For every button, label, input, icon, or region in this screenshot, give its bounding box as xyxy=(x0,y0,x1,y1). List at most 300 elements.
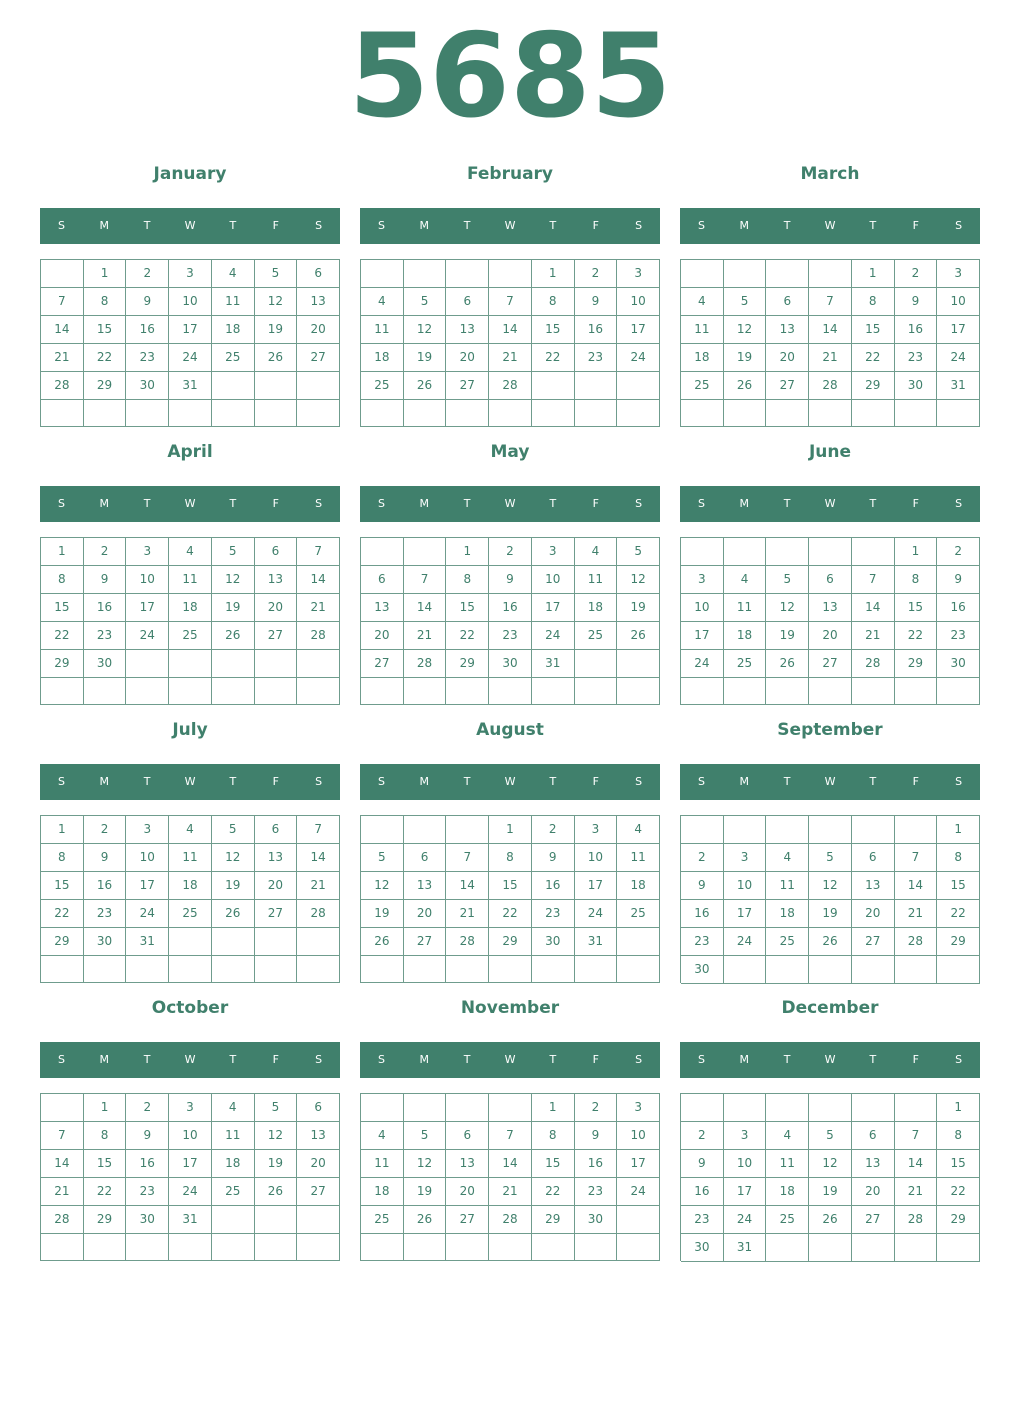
day-cell: 2 xyxy=(84,538,127,566)
day-cell: 24 xyxy=(126,900,169,928)
day-cell xyxy=(212,650,255,678)
month-title: May xyxy=(490,442,530,462)
day-cell: 13 xyxy=(404,872,447,900)
weekday-label: T xyxy=(869,219,877,232)
day-cell: 31 xyxy=(169,372,212,400)
weekday-label: T xyxy=(549,497,557,510)
day-cell xyxy=(766,816,809,844)
day-cell: 16 xyxy=(895,316,938,344)
weekday-label: T xyxy=(549,219,557,232)
day-cell: 22 xyxy=(41,622,84,650)
day-cell xyxy=(724,538,767,566)
day-cell xyxy=(766,1234,809,1262)
day-cell xyxy=(852,678,895,705)
weekday-label: M xyxy=(739,775,750,788)
weekday-header xyxy=(360,486,660,522)
day-cell: 8 xyxy=(852,288,895,316)
weekday-label: S xyxy=(697,497,705,510)
day-cell: 4 xyxy=(766,844,809,872)
day-cell: 10 xyxy=(617,288,660,316)
weekday-label: M xyxy=(99,1053,110,1066)
day-cell: 26 xyxy=(724,372,767,400)
day-cell xyxy=(575,1234,618,1261)
month-title: July xyxy=(172,720,208,740)
day-cell: 26 xyxy=(404,372,447,400)
day-cell: 26 xyxy=(617,622,660,650)
weekday-label: F xyxy=(912,775,919,788)
day-cell: 14 xyxy=(489,316,532,344)
month-title: August xyxy=(476,720,544,740)
day-cell: 22 xyxy=(489,900,532,928)
day-cell: 14 xyxy=(852,594,895,622)
day-cell xyxy=(724,816,767,844)
day-cell: 7 xyxy=(895,1122,938,1150)
day-cell: 18 xyxy=(766,900,809,928)
day-cell: 20 xyxy=(255,594,298,622)
month-title: January xyxy=(153,164,227,184)
day-cell: 25 xyxy=(212,344,255,372)
day-cell xyxy=(41,400,84,427)
day-cell xyxy=(852,1234,895,1262)
day-grid xyxy=(360,259,660,427)
day-cell: 8 xyxy=(446,566,489,594)
day-cell: 15 xyxy=(446,594,489,622)
day-cell: 19 xyxy=(404,344,447,372)
day-cell: 6 xyxy=(809,566,852,594)
day-cell: 13 xyxy=(809,594,852,622)
day-cell: 8 xyxy=(41,566,84,594)
day-cell: 17 xyxy=(169,1150,212,1178)
day-cell xyxy=(255,372,298,400)
day-cell xyxy=(532,1234,575,1261)
day-cell: 12 xyxy=(404,316,447,344)
weekday-label: S xyxy=(697,775,705,788)
day-cell: 21 xyxy=(489,344,532,372)
day-cell: 14 xyxy=(446,872,489,900)
day-cell: 19 xyxy=(212,872,255,900)
day-cell xyxy=(617,928,660,956)
day-cell: 18 xyxy=(169,872,212,900)
day-cell: 24 xyxy=(681,650,724,678)
day-cell: 21 xyxy=(446,900,489,928)
day-cell: 25 xyxy=(169,900,212,928)
day-cell xyxy=(681,260,724,288)
day-cell: 24 xyxy=(169,344,212,372)
weekday-label: W xyxy=(824,497,836,510)
weekday-label: T xyxy=(229,1053,237,1066)
day-cell xyxy=(212,928,255,956)
day-cell: 12 xyxy=(212,566,255,594)
day-cell: 23 xyxy=(84,622,127,650)
day-cell: 24 xyxy=(724,1206,767,1234)
day-cell: 7 xyxy=(404,566,447,594)
day-cell xyxy=(446,816,489,844)
day-cell xyxy=(895,400,938,427)
day-cell xyxy=(126,678,169,705)
day-cell: 22 xyxy=(532,1178,575,1206)
day-cell: 10 xyxy=(126,566,169,594)
day-cell: 5 xyxy=(809,1122,852,1150)
day-cell: 17 xyxy=(937,316,980,344)
day-cell: 11 xyxy=(169,566,212,594)
day-cell: 6 xyxy=(766,288,809,316)
day-grid xyxy=(680,815,980,983)
day-grid xyxy=(360,537,660,705)
day-cell xyxy=(895,1094,938,1122)
day-cell xyxy=(617,650,660,678)
day-cell: 21 xyxy=(41,1178,84,1206)
day-cell: 14 xyxy=(297,844,340,872)
day-cell: 24 xyxy=(617,344,660,372)
day-cell: 3 xyxy=(681,566,724,594)
day-cell: 18 xyxy=(766,1178,809,1206)
day-cell: 7 xyxy=(895,844,938,872)
day-cell: 6 xyxy=(297,260,340,288)
day-cell: 5 xyxy=(766,566,809,594)
weekday-label: T xyxy=(783,1053,791,1066)
day-cell xyxy=(297,650,340,678)
day-cell: 11 xyxy=(575,566,618,594)
day-cell: 23 xyxy=(489,622,532,650)
weekday-label: W xyxy=(824,1053,836,1066)
year-title: 5685 xyxy=(348,9,672,144)
day-cell xyxy=(852,400,895,427)
day-cell: 13 xyxy=(361,594,404,622)
day-cell: 30 xyxy=(681,956,724,984)
weekday-header xyxy=(40,1042,340,1078)
weekday-label: S xyxy=(955,775,963,788)
day-cell: 15 xyxy=(489,872,532,900)
day-cell xyxy=(895,1234,938,1262)
month-title: February xyxy=(466,164,554,184)
day-cell: 30 xyxy=(126,372,169,400)
day-cell: 25 xyxy=(575,622,618,650)
day-cell xyxy=(84,678,127,705)
day-cell: 13 xyxy=(297,288,340,316)
day-cell xyxy=(532,678,575,705)
day-cell xyxy=(126,400,169,427)
day-cell: 10 xyxy=(617,1122,660,1150)
weekday-label: W xyxy=(184,1053,196,1066)
day-cell: 28 xyxy=(895,1206,938,1234)
day-cell: 20 xyxy=(297,316,340,344)
weekday-label: M xyxy=(419,775,430,788)
day-cell xyxy=(297,1206,340,1234)
day-cell xyxy=(809,1094,852,1122)
day-cell xyxy=(575,400,618,427)
day-cell: 5 xyxy=(724,288,767,316)
day-cell: 2 xyxy=(575,1094,618,1122)
day-cell: 20 xyxy=(766,344,809,372)
day-cell: 31 xyxy=(937,372,980,400)
day-cell: 26 xyxy=(255,344,298,372)
day-cell: 11 xyxy=(169,844,212,872)
day-cell: 29 xyxy=(84,1206,127,1234)
day-cell: 22 xyxy=(84,344,127,372)
day-cell xyxy=(126,1234,169,1261)
day-cell: 16 xyxy=(84,594,127,622)
weekday-label: M xyxy=(99,219,110,232)
day-cell xyxy=(169,928,212,956)
day-cell: 2 xyxy=(126,1094,169,1122)
day-cell: 9 xyxy=(532,844,575,872)
day-cell: 15 xyxy=(532,316,575,344)
day-cell xyxy=(575,678,618,705)
day-cell xyxy=(255,400,298,427)
day-cell: 9 xyxy=(681,872,724,900)
day-cell: 3 xyxy=(617,260,660,288)
day-cell: 19 xyxy=(724,344,767,372)
day-cell: 4 xyxy=(617,816,660,844)
day-cell: 30 xyxy=(681,1234,724,1262)
day-cell xyxy=(255,650,298,678)
weekday-header xyxy=(360,208,660,244)
day-cell: 29 xyxy=(84,372,127,400)
day-cell xyxy=(297,678,340,705)
day-cell: 5 xyxy=(617,538,660,566)
day-cell: 11 xyxy=(361,316,404,344)
day-cell: 8 xyxy=(489,844,532,872)
day-cell: 5 xyxy=(404,288,447,316)
day-cell: 17 xyxy=(169,316,212,344)
day-cell: 20 xyxy=(255,872,298,900)
day-cell: 19 xyxy=(361,900,404,928)
day-cell xyxy=(297,1234,340,1261)
weekday-label: T xyxy=(229,497,237,510)
day-cell: 27 xyxy=(446,1206,489,1234)
weekday-label: S xyxy=(635,219,643,232)
day-cell: 14 xyxy=(895,872,938,900)
day-cell: 26 xyxy=(212,900,255,928)
weekday-label: M xyxy=(739,497,750,510)
day-cell xyxy=(169,650,212,678)
day-cell: 3 xyxy=(126,538,169,566)
day-cell: 18 xyxy=(361,344,404,372)
day-cell: 31 xyxy=(575,928,618,956)
day-cell: 24 xyxy=(126,622,169,650)
day-cell xyxy=(41,260,84,288)
day-cell: 5 xyxy=(255,1094,298,1122)
month-title: April xyxy=(167,442,213,462)
weekday-label: T xyxy=(229,775,237,788)
day-cell: 20 xyxy=(297,1150,340,1178)
day-cell xyxy=(41,678,84,705)
day-cell: 21 xyxy=(895,1178,938,1206)
day-cell xyxy=(532,400,575,427)
day-cell: 21 xyxy=(404,622,447,650)
day-cell: 23 xyxy=(532,900,575,928)
day-cell: 5 xyxy=(809,844,852,872)
day-cell: 27 xyxy=(297,1178,340,1206)
day-cell: 11 xyxy=(766,872,809,900)
day-cell: 20 xyxy=(446,1178,489,1206)
day-cell: 13 xyxy=(255,844,298,872)
day-cell: 28 xyxy=(852,650,895,678)
day-cell xyxy=(446,1094,489,1122)
day-cell xyxy=(41,1094,84,1122)
weekday-header xyxy=(40,208,340,244)
day-cell: 29 xyxy=(41,650,84,678)
day-cell xyxy=(617,956,660,983)
day-cell: 27 xyxy=(404,928,447,956)
day-cell: 25 xyxy=(617,900,660,928)
day-cell: 20 xyxy=(852,1178,895,1206)
day-cell xyxy=(809,816,852,844)
weekday-label: T xyxy=(783,497,791,510)
day-cell: 15 xyxy=(84,316,127,344)
day-cell: 14 xyxy=(895,1150,938,1178)
weekday-header xyxy=(40,486,340,522)
day-cell: 19 xyxy=(766,622,809,650)
day-cell: 18 xyxy=(212,1150,255,1178)
day-cell: 22 xyxy=(41,900,84,928)
weekday-label: S xyxy=(377,1053,385,1066)
day-cell: 21 xyxy=(297,594,340,622)
day-cell xyxy=(724,1094,767,1122)
day-cell: 21 xyxy=(852,622,895,650)
day-cell xyxy=(361,260,404,288)
day-cell xyxy=(212,372,255,400)
day-cell: 18 xyxy=(681,344,724,372)
day-cell xyxy=(766,538,809,566)
month-title: September xyxy=(777,720,883,740)
day-cell: 27 xyxy=(852,1206,895,1234)
day-cell: 28 xyxy=(41,1206,84,1234)
day-cell: 9 xyxy=(895,288,938,316)
day-cell: 19 xyxy=(404,1178,447,1206)
day-cell: 20 xyxy=(361,622,404,650)
day-cell: 25 xyxy=(169,622,212,650)
day-cell xyxy=(724,400,767,427)
day-cell xyxy=(446,1234,489,1261)
day-cell: 26 xyxy=(766,650,809,678)
weekday-label: W xyxy=(184,219,196,232)
day-cell: 6 xyxy=(852,1122,895,1150)
day-cell: 25 xyxy=(212,1178,255,1206)
day-cell: 23 xyxy=(937,622,980,650)
day-cell: 27 xyxy=(297,344,340,372)
weekday-label: S xyxy=(635,1053,643,1066)
weekday-label: T xyxy=(143,497,151,510)
day-cell xyxy=(297,400,340,427)
day-cell: 27 xyxy=(255,622,298,650)
day-cell: 29 xyxy=(937,928,980,956)
day-cell xyxy=(766,260,809,288)
weekday-label: W xyxy=(504,1053,516,1066)
weekday-label: M xyxy=(739,219,750,232)
day-cell xyxy=(617,372,660,400)
day-cell xyxy=(489,260,532,288)
day-cell: 17 xyxy=(724,1178,767,1206)
day-cell: 22 xyxy=(937,900,980,928)
day-cell: 14 xyxy=(489,1150,532,1178)
day-cell: 26 xyxy=(404,1206,447,1234)
day-cell: 7 xyxy=(852,566,895,594)
day-cell xyxy=(937,1234,980,1262)
weekday-label: F xyxy=(592,775,599,788)
weekday-label: M xyxy=(419,1053,430,1066)
day-cell xyxy=(84,1234,127,1261)
day-cell: 24 xyxy=(617,1178,660,1206)
weekday-label: M xyxy=(99,775,110,788)
day-cell: 20 xyxy=(809,622,852,650)
day-cell: 1 xyxy=(895,538,938,566)
day-cell xyxy=(361,1234,404,1261)
day-grid xyxy=(40,259,340,427)
day-cell: 11 xyxy=(681,316,724,344)
day-cell: 23 xyxy=(895,344,938,372)
day-cell: 12 xyxy=(255,1122,298,1150)
day-cell: 12 xyxy=(809,872,852,900)
day-cell: 25 xyxy=(724,650,767,678)
day-cell: 19 xyxy=(255,1150,298,1178)
day-cell: 16 xyxy=(126,316,169,344)
day-cell: 4 xyxy=(361,288,404,316)
day-cell: 10 xyxy=(169,288,212,316)
day-cell xyxy=(84,400,127,427)
day-cell: 21 xyxy=(809,344,852,372)
day-cell: 18 xyxy=(617,872,660,900)
day-cell xyxy=(255,928,298,956)
day-cell: 20 xyxy=(852,900,895,928)
weekday-label: S xyxy=(635,497,643,510)
weekday-label: T xyxy=(463,497,471,510)
day-cell: 30 xyxy=(489,650,532,678)
day-cell xyxy=(446,956,489,983)
day-cell: 27 xyxy=(361,650,404,678)
day-cell: 20 xyxy=(446,344,489,372)
day-cell xyxy=(297,928,340,956)
day-cell: 19 xyxy=(809,1178,852,1206)
weekday-label: T xyxy=(463,775,471,788)
day-cell xyxy=(575,372,618,400)
day-cell: 10 xyxy=(575,844,618,872)
day-cell xyxy=(169,1234,212,1261)
day-cell: 17 xyxy=(532,594,575,622)
weekday-label: T xyxy=(463,219,471,232)
day-cell: 22 xyxy=(446,622,489,650)
day-cell: 3 xyxy=(724,844,767,872)
day-grid xyxy=(40,1093,340,1261)
weekday-label: T xyxy=(549,775,557,788)
weekday-header xyxy=(360,1042,660,1078)
weekday-label: T xyxy=(463,1053,471,1066)
weekday-label: S xyxy=(57,1053,65,1066)
day-cell xyxy=(404,260,447,288)
day-cell xyxy=(809,260,852,288)
day-cell: 2 xyxy=(681,844,724,872)
day-cell xyxy=(489,678,532,705)
day-cell xyxy=(446,400,489,427)
weekday-label: F xyxy=(912,1053,919,1066)
day-cell: 4 xyxy=(724,566,767,594)
day-cell: 2 xyxy=(895,260,938,288)
day-cell: 7 xyxy=(489,288,532,316)
day-cell xyxy=(404,400,447,427)
day-cell: 12 xyxy=(404,1150,447,1178)
day-cell: 10 xyxy=(724,872,767,900)
day-cell: 4 xyxy=(212,1094,255,1122)
day-cell: 5 xyxy=(404,1122,447,1150)
day-cell xyxy=(617,400,660,427)
day-cell: 5 xyxy=(212,816,255,844)
weekday-label: M xyxy=(739,1053,750,1066)
weekday-label: M xyxy=(99,497,110,510)
day-cell: 30 xyxy=(126,1206,169,1234)
day-cell: 18 xyxy=(169,594,212,622)
weekday-label: F xyxy=(592,219,599,232)
day-cell xyxy=(766,956,809,984)
